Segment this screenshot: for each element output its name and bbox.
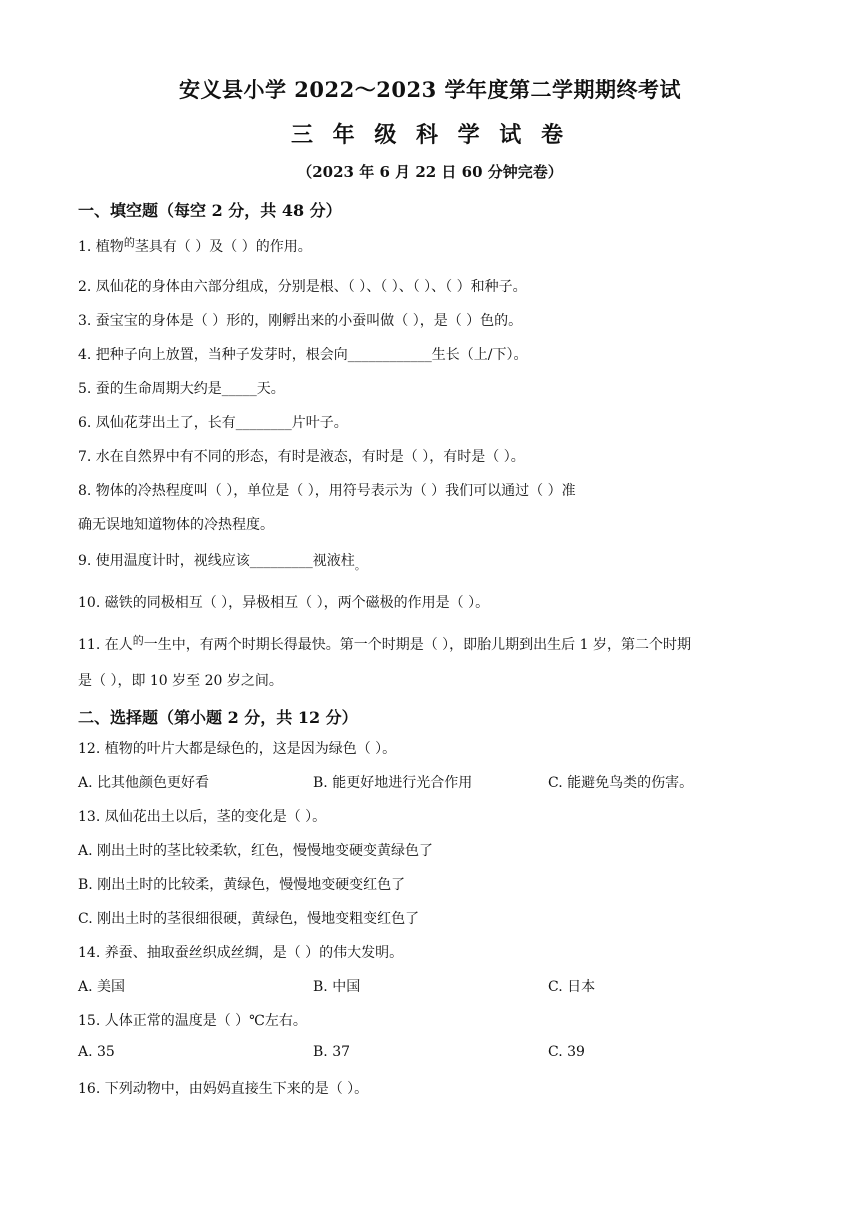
- exam-info: （2023 年 6 月 22 日 60 分钟完卷）: [297, 163, 563, 181]
- question-13-option-a: A. 刚出土时的茎比较柔软，红色，慢慢地变硬变黄绿色了: [78, 843, 434, 859]
- section-choice-heading: 二、选择题（第小题 2 分，共 12 分）: [78, 708, 358, 727]
- question-7: 7. 水在自然界中有不同的形态，有时是液态，有时是（ ），有时是（ ）。: [78, 449, 525, 465]
- question-14-option-c: C. 日本: [548, 979, 596, 995]
- question-9: [78, 550, 784, 570]
- question-8-line-2: 确无误地知道物体的冷热程度。: [78, 517, 274, 533]
- exam-title: 安义县小学 2022～2023 学年度第二学期期终考试: [178, 77, 681, 102]
- question-11-part-b: 一生中，有两个时期长得最快。第一个时期是（ ），即胎儿期到出生后 1 岁，第二个时期: [143, 637, 691, 653]
- question-13: 13. 凤仙花出土以后，茎的变化是（ ）。: [78, 809, 327, 825]
- question-1-part-b: 茎具有（ ）及（ ）的作用。: [134, 239, 312, 255]
- question-14: 14. 养蚕、抽取蚕丝织成丝绸，是（ ）的伟大发明。: [78, 945, 404, 961]
- section-fill-in-heading: 一、填空题（每空 2 分，共 48 分）: [78, 201, 342, 220]
- question-10: 10. 磁铁的同极相互（ ），异极相互（ ），两个磁极的作用是（ ）。: [78, 595, 490, 611]
- question-1-part-a: 1. 植物: [78, 239, 124, 255]
- question-9-period: 。: [354, 559, 366, 572]
- exam-subtitle: 三 年 级 科 学 试 卷: [291, 122, 569, 148]
- question-1: [78, 236, 784, 256]
- question-15-option-c: C. 39: [548, 1044, 585, 1060]
- question-6: 6. 凤仙花芽出土了，长有________片叶子。: [78, 415, 348, 431]
- question-4: 4. 把种子向上放置，当种子发芽时，根会向____________生长（上/下）。: [78, 347, 528, 363]
- question-2: 2. 凤仙花的身体由六部分组成，分别是根、（ ）、（ ）、（ ）、（ ）和种子。: [78, 279, 527, 295]
- question-9-text: 9. 使用温度计时，视线应该_________视液柱: [78, 553, 355, 569]
- question-8-line-1: 8. 物体的冷热程度叫（ ），单位是（ ），用符号表示为（ ）我们可以通过（ ）准: [78, 483, 576, 499]
- question-3: 3. 蚕宝宝的身体是（ ）形的，刚孵出来的小蚕叫做（ ），是（ ）色的。: [78, 313, 523, 329]
- question-11-part-a: 11. 在人: [78, 637, 133, 653]
- question-14-option-b: B. 中国: [313, 979, 361, 995]
- question-12-option-a: A. 比其他颜色更好看: [78, 775, 210, 791]
- question-5: 5. 蚕的生命周期大约是_____天。: [78, 381, 285, 397]
- question-12-option-b: B. 能更好地进行光合作用: [313, 775, 473, 791]
- question-14-option-a: A. 美国: [78, 979, 126, 995]
- question-15-option-b: B. 37: [313, 1044, 351, 1060]
- question-15: 15. 人体正常的温度是（ ）℃左右。: [78, 1013, 307, 1029]
- question-12-option-c: C. 能避免鸟类的伤害。: [548, 775, 694, 791]
- question-11-line-1: [78, 634, 784, 654]
- question-15-option-a: A. 35: [78, 1044, 115, 1060]
- question-13-option-c: C. 刚出土时的茎很细很硬，黄绿色，慢地变粗变红色了: [78, 911, 420, 927]
- question-1-superscript: 的: [123, 236, 135, 249]
- question-11-line-2: 是（ ），即 10 岁至 20 岁之间。: [78, 673, 283, 689]
- question-13-option-b: B. 刚出土时的比较柔，黄绿色，慢慢地变硬变红色了: [78, 877, 406, 893]
- question-12: 12. 植物的叶片大都是绿色的，这是因为绿色（ ）。: [78, 741, 397, 757]
- question-16: 16. 下列动物中，由妈妈直接生下来的是（ ）。: [78, 1081, 369, 1097]
- question-11-superscript: 的: [132, 634, 144, 647]
